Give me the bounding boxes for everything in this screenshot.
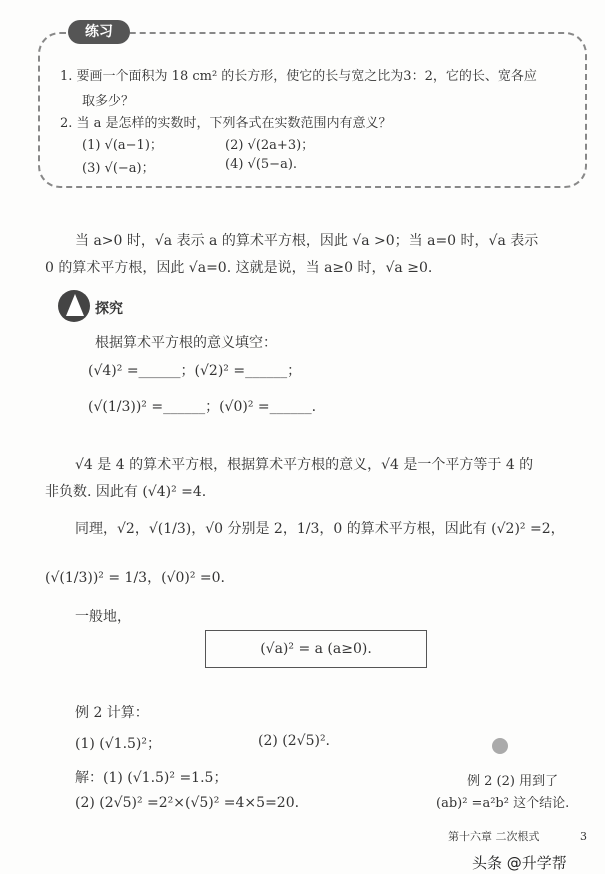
practice-item-1: (1) √(a−1)；: [82, 138, 163, 153]
explore-prompt: 根据算术平方根的意义填空：: [95, 335, 277, 351]
example-problem-2: (2) (2√5)².: [258, 733, 331, 749]
paragraph-line: 同理，√2，√(1/3)，√0 分别是 2，1/3，0 的算术平方根，因此有 (√2)² =2，: [75, 521, 565, 537]
practice-item-4: (4) √(5−a).: [225, 157, 298, 172]
practice-q1-cont: 取多少？: [82, 94, 135, 109]
paragraph-line: 0 的算术平方根，因此 √a=0. 这就是说，当 a≥0 时，√a ≥0.: [45, 260, 433, 276]
practice-q1: 1. 要画一个面积为 18 cm² 的长方形，使它的长与宽之比为3：2，它的长、宽各应: [60, 69, 537, 84]
note-icon: [492, 738, 508, 754]
page-number: 3: [580, 830, 587, 843]
side-note-line: 例 2 (2) 用到了: [467, 774, 559, 789]
practice-item-3: (3) √(−a)；: [82, 161, 155, 176]
practice-item-2: (2) √(2a+3)；: [225, 138, 315, 153]
practice-label: 练习: [68, 20, 130, 44]
formula-box: (√a)² = a (a≥0).: [205, 630, 427, 668]
general-label: 一般地，: [75, 609, 131, 625]
paragraph-line: (√(1/3))² = 1/3，(√0)² =0.: [45, 570, 225, 586]
paragraph-line: √4 是 4 的算术平方根，根据算术平方根的意义，√4 是一个平方等于 4 的: [75, 457, 534, 473]
watermark: 头条 @升学帮: [472, 854, 567, 872]
practice-q2: 2. 当 a 是怎样的实数时，下列各式在实数范围内有意义？: [60, 116, 392, 131]
side-note-line: (ab)² =a²b² 这个结论.: [436, 796, 570, 811]
solution-2: (2) (2√5)² =2²×(√5)² =4×5=20.: [75, 795, 300, 811]
footer-chapter: 第十六章 二次根式: [448, 830, 540, 843]
explore-row-2: (√(1/3))² =______；(√0)² =______.: [88, 399, 317, 415]
explore-icon: [58, 290, 90, 322]
example-title: 例 2 计算：: [75, 705, 149, 721]
paragraph-line: 当 a>0 时，√a 表示 a 的算术平方根，因此 √a >0；当 a=0 时，√a 表示: [75, 233, 539, 249]
solution-1: 解：(1) (√1.5)² =1.5；: [75, 770, 228, 786]
explore-row-1: (√4)² =______；(√2)² =______；: [88, 363, 302, 379]
explore-title: 探究: [95, 301, 123, 317]
paragraph-line: 非负数. 因此有 (√4)² =4.: [45, 484, 207, 500]
example-problem-1: (1) (√1.5)²；: [75, 736, 162, 752]
